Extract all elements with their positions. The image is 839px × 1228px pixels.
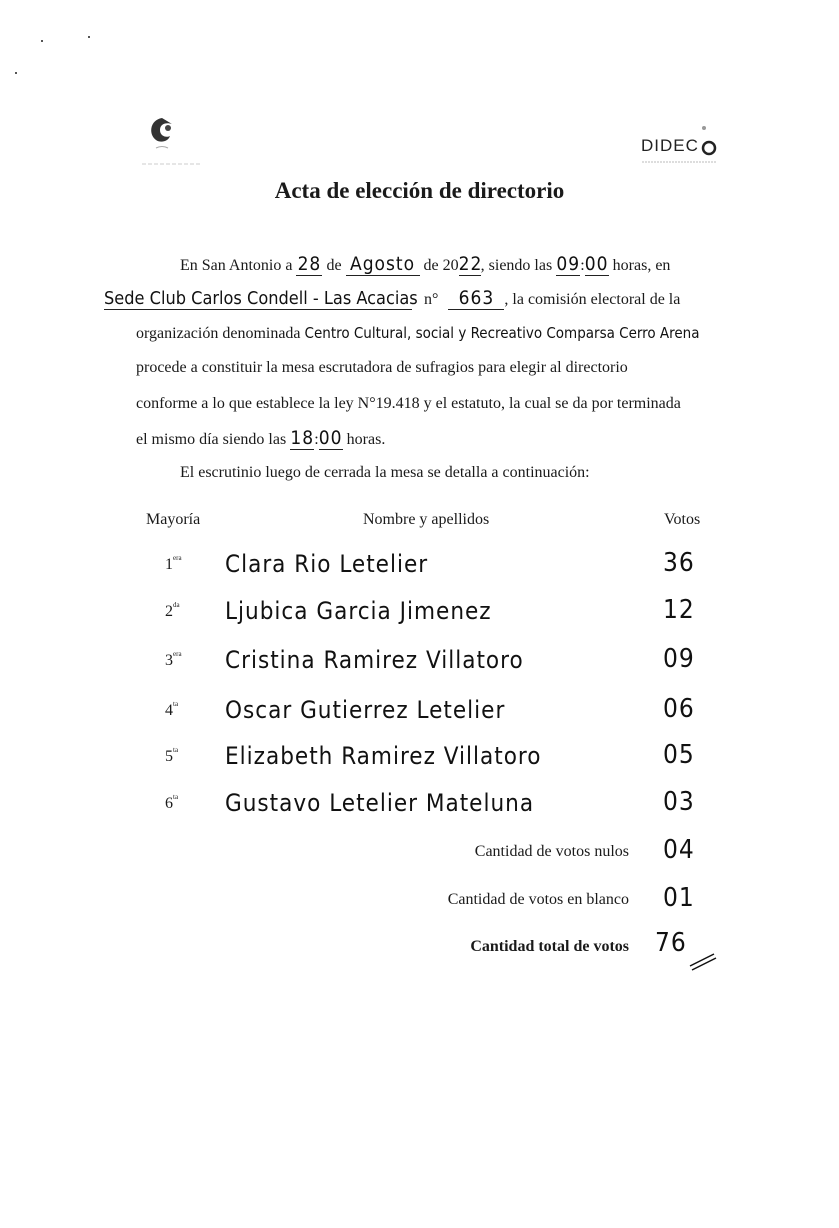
row-name: Cristina Ramirez Villatoro xyxy=(225,646,524,674)
municipal-logo xyxy=(140,112,210,174)
row-rank: $1^{era}$ xyxy=(165,554,182,573)
row-name: Ljubica Garcia Jimenez xyxy=(225,597,492,625)
speck xyxy=(15,72,17,74)
end-min-value: 00 xyxy=(318,427,343,449)
col-header-rank: Mayoría xyxy=(146,511,201,528)
row-rank: $6^{ta}$ xyxy=(165,793,179,812)
null-votes-label: Cantidad de votos nulos xyxy=(474,843,629,860)
row-votes: 12 xyxy=(663,595,695,625)
speck xyxy=(88,36,90,38)
col-header-votes: Votos xyxy=(664,511,701,528)
row-name: Gustavo Letelier Mateluna xyxy=(225,789,535,817)
col-header-name: Nombre y apellidos xyxy=(363,511,490,528)
row-rank: $4^{ta}$ xyxy=(165,700,179,719)
place-value: Sede Club Carlos Condell - Las Acacias xyxy=(104,288,418,309)
speck xyxy=(41,40,43,42)
dideco-wordmark: DIDEC xyxy=(641,136,699,155)
row-rank: $3^{era}$ xyxy=(165,650,182,669)
end-hour-value: 18 xyxy=(290,427,315,449)
body-line-3: organización denominada Centro Cultural, social y Recreativo Comparsa Cerro Arena xyxy=(136,324,700,342)
body-line-7: El escrutinio luego de cerrada la mesa se detalla a continuación: xyxy=(180,464,590,481)
blank-votes-label: Cantidad de votos en blanco xyxy=(447,891,629,908)
row-rank: $5^{ta}$ xyxy=(165,746,179,765)
body-line-2: Sede Club Carlos Condell - Las Acacias n° 663 , la comisión electoral de la xyxy=(104,287,681,309)
row-votes: 05 xyxy=(663,740,695,770)
body-line-4: procede a constituir la mesa escrutadora de sufragios para elegir al directorio xyxy=(136,359,628,376)
row-name: Clara Rio Letelier xyxy=(225,550,429,578)
row-votes: 06 xyxy=(663,694,695,724)
day-value: 28 xyxy=(297,253,322,275)
start-hour-value: 09 xyxy=(556,253,581,275)
total-votes-label: Cantidad total de votos xyxy=(470,938,629,955)
null-votes-value: 04 xyxy=(663,835,695,865)
month-value: Agosto xyxy=(350,253,416,275)
row-name: Elizabeth Ramirez Villatoro xyxy=(225,742,542,770)
body-line-5: conforme a lo que establece la ley N°19.418 y el estatuto, la cual se da por terminada xyxy=(136,395,681,412)
start-min-value: 00 xyxy=(584,253,609,275)
document-title: Acta de elección de directorio xyxy=(274,178,565,203)
body-line-6: el mismo día siendo las 18:00 horas. xyxy=(136,427,386,449)
row-votes: 09 xyxy=(663,644,695,674)
org-value: Centro Cultural, social y Recreativo Comparsa Cerro Arena xyxy=(304,324,700,342)
row-votes: 36 xyxy=(663,548,695,578)
year-value: 22 xyxy=(458,253,483,275)
blank-votes-value: 01 xyxy=(663,883,695,913)
number-value: 663 xyxy=(458,287,495,309)
total-underline-strokes xyxy=(688,950,718,972)
row-votes: 03 xyxy=(663,787,695,817)
row-rank: $2^{da}$ xyxy=(165,601,180,620)
total-votes-value: 76 xyxy=(655,928,687,958)
row-name: Oscar Gutierrez Letelier xyxy=(225,696,506,724)
dideco-logo xyxy=(640,122,730,177)
body-line-1: En San Antonio a 28 de Agosto de 2022, siendo las 09:00 horas, en xyxy=(180,253,671,275)
